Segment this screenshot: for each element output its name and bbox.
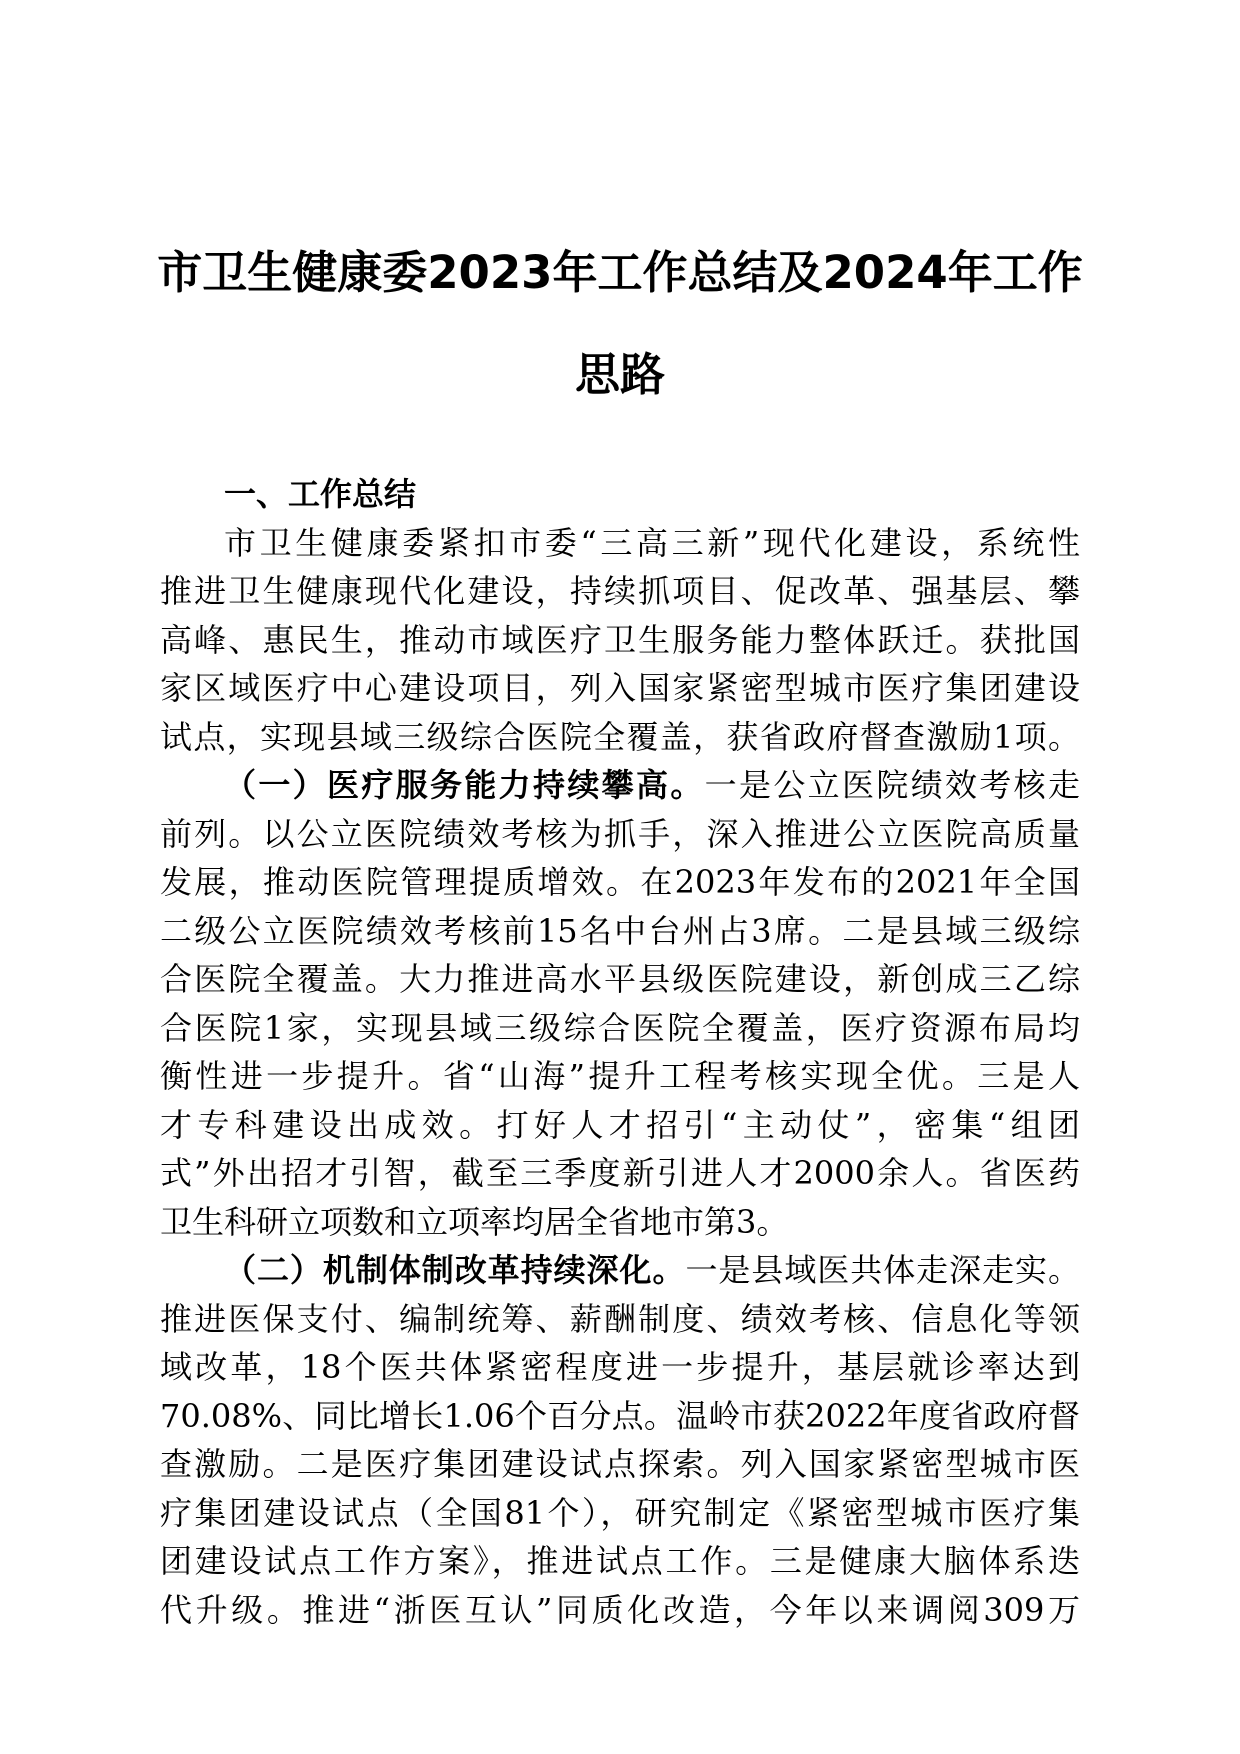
title-line-1: 市卫生健康委2023年工作总结及2024年工作 <box>157 246 1083 299</box>
text-line: 衡性进一步提升。省“山海”提升工程考核实现全优。三是人 <box>160 1057 1080 1095</box>
text-line: 推进医保支付、编制统筹、薪酬制度、绩效考核、信息化等领 <box>160 1299 1080 1338</box>
page-title <box>150 222 1090 426</box>
paragraph-text: 一是公立医院绩效考核走 <box>704 766 1080 804</box>
text-line <box>160 761 1080 810</box>
text-line: 卫生科研立项数和立项率均居全省地市第3。 <box>160 1202 789 1241</box>
text-line: 试点，实现县域三级综合医院全覆盖，获省政府督查激励1项。 <box>160 717 1080 756</box>
paragraph-lead: （一）医疗服务能力持续攀高。 <box>224 766 705 804</box>
text-line: 发展，推动医院管理提质增效。在2023年发布的2021年全国 <box>160 863 1080 901</box>
text-line: 高峰、惠民生，推动市域医疗卫生服务能力整体跃迁。获批国 <box>160 620 1080 659</box>
title-line-2: 思路 <box>574 348 665 401</box>
text-line: 式”外出招才引智，截至三季度新引进人才2000余人。省医药 <box>160 1154 1080 1192</box>
text-line: 团建设试点工作方案》，推进试点工作。三是健康大脑体系迭 <box>160 1542 1080 1580</box>
text-line: 70.08%、同比增长1.06个百分点。温岭市获2022年度省政府督 <box>160 1396 1080 1435</box>
paragraph-lead: （二）机制体制改革持续深化。 <box>224 1251 686 1289</box>
text-line: 二级公立医院绩效考核前15名中台州占3席。二是县域三级综 <box>160 911 1080 950</box>
text-line: 域改革，18个医共体紧密程度进一步提升，基层就诊率达到 <box>160 1348 1080 1386</box>
text-line: 家区域医疗中心建设项目，列入国家紧密型城市医疗集团建设 <box>160 669 1080 707</box>
section-heading: 一、工作总结 <box>224 475 417 513</box>
paragraph-1 <box>160 761 1080 1246</box>
text-line: 前列。以公立医院绩效考核为抓手，深入推进公立医院高质量 <box>160 814 1080 853</box>
text-line: 市卫生健康委紧扣市委“三高三新”现代化建设，系统性 <box>224 523 1080 562</box>
paragraph-2 <box>160 1246 1080 1634</box>
text-line: 合医院1家，实现县域三级综合医院全覆盖，医疗资源布局均 <box>160 1008 1080 1047</box>
text-line <box>160 1246 1080 1295</box>
text-line: 代升级。推进“浙医互认”同质化改造，今年以来调阅309万 <box>160 1590 1080 1629</box>
text-line: 才专科建设出成效。打好人才招引“主动仗”，密集“组团 <box>160 1105 1080 1144</box>
document-body <box>160 470 1080 1634</box>
paragraph-text: 一是县域医共体走深走实。 <box>685 1251 1080 1289</box>
intro-paragraph <box>160 519 1080 762</box>
text-line: 推进卫生健康现代化建设，持续抓项目、促改革、强基层、攀 <box>160 572 1080 610</box>
text-line: 疗集团建设试点（全国81个），研究制定《紧密型城市医疗集 <box>160 1493 1080 1532</box>
text-line: 查激励。二是医疗集团建设试点探索。列入国家紧密型城市医 <box>160 1445 1080 1483</box>
text-line: 合医院全覆盖。大力推进高水平县级医院建设，新创成三乙综 <box>160 960 1080 998</box>
